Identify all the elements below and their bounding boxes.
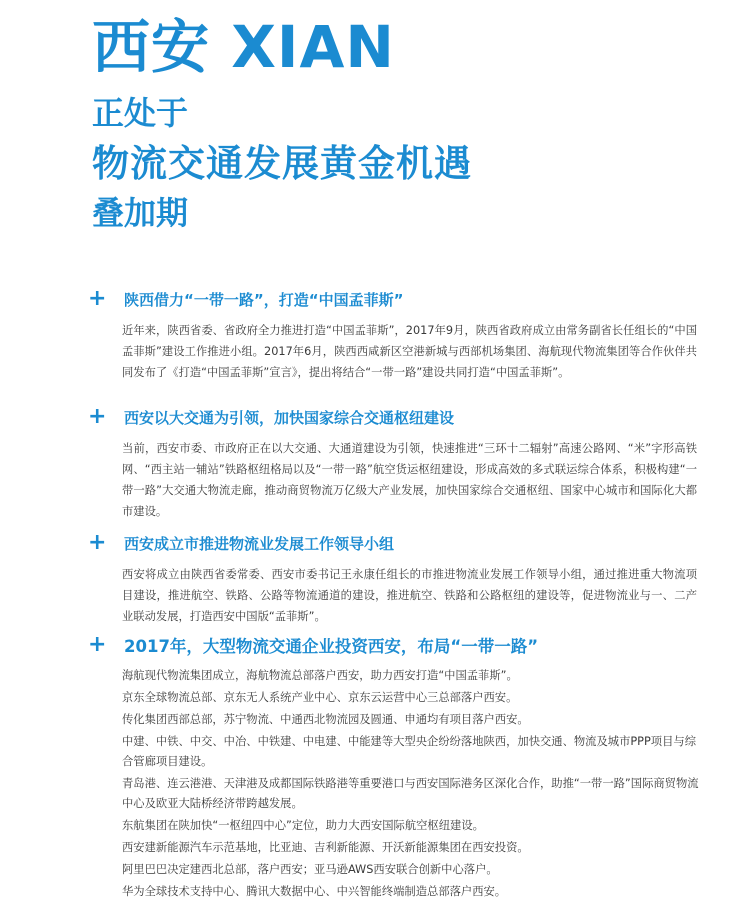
- section-heading: [88, 404, 713, 430]
- section-heading: [88, 286, 713, 312]
- plus-icon: +: [88, 286, 107, 311]
- section-enterprise-investment: [88, 632, 713, 904]
- section-title: 2017年，大型物流交通企业投资西安，布局“一带一路”: [124, 637, 539, 656]
- plus-icon: +: [88, 530, 107, 555]
- headline-line-1: 正处于: [92, 94, 189, 132]
- list-item: 阿里巴巴决定建西北总部，落户西安；亚马逊AWS西安联合创新中心落户。: [122, 863, 498, 876]
- section-title: 西安成立市推进物流业发展工作领导小组: [124, 534, 395, 553]
- list-item: 西安建新能源汽车示范基地，比亚迪、吉利新能源、开沃新能源集团在西安投资。: [122, 841, 529, 854]
- plus-icon: +: [88, 632, 107, 657]
- headline-line-2: 物流交通发展黄金机遇: [92, 142, 472, 185]
- section-body: 当前，西安市委、市政府正在以大交通、大通道建设为引领，快速推进“三环十二辐射”高速公路网、“米”字形高铁网、“西主站一辅站”铁路枢纽格局以及“一带一路”航空货运枢纽建设，形成高效的多式联运综合体系，积极构建“一带一路”大交通大物流走廊，推动商贸物流万亿级大产业发展，加快国家综合交通枢纽、国家中心城市和国际化大都市建设。: [122, 442, 697, 518]
- section-body: 近年来，陕西省委、省政府全力推进打造“中国孟菲斯”，2017年9月，陕西省政府成立由常务副省长任组长的“中国孟菲斯”建设工作推进小组。2017年6月，陕西西咸新区空港新城与西部机场集团、海航现代物流集团等合作伙伴共同发布了《打造“中国孟菲斯”宣言》，提出将结合“一带一路”建设共同打造“中国孟菲斯”。: [122, 324, 697, 379]
- section-title: 陕西借力“一带一路”，打造“中国孟菲斯”: [124, 290, 404, 309]
- section-memphis: [88, 286, 713, 383]
- list-item: 青岛港、连云港港、天津港及成都国际铁路港等重要港口与西安国际港务区深化合作，助推“一带一路”国际商贸物流中心及欧亚大陆桥经济带跨越发展。: [122, 777, 699, 810]
- list-item: 京东全球物流总部、京东无人系统产业中心、京东云运营中心三总部落户西安。: [122, 691, 518, 704]
- section-logistics-group: [88, 530, 713, 627]
- header: [92, 12, 732, 234]
- section-heading: [88, 530, 713, 556]
- list-item: 中建、中铁、中交、中冶、中铁建、中电建、中能建等大型央企纷纷落地陕西，加快交通、物流及城市PPP项目与综合管廊项目建设。: [122, 735, 696, 768]
- headline-line-3: 叠加期: [92, 194, 189, 232]
- section-heading: [88, 632, 713, 658]
- list-item: 华为全球技术支持中心、腾讯大数据中心、中兴智能终端制造总部落户西安。: [122, 885, 507, 898]
- list-item: 东航集团在陕加快“一枢纽四中心”定位，助力大西安国际航空枢纽建设。: [122, 819, 484, 832]
- section-body: 西安将成立由陕西省委常委、西安市委书记王永康任组长的市推进物流业发展工作领导小组，通过推进重大物流项目建设，推进航空、铁路、公路等物流通道的建设，推进航空、铁路和公路枢纽的建设等，促进物流业与一、二产业联动发展，打造西安中国版“孟菲斯”。: [122, 568, 697, 623]
- brand-title: 西安 XIAN: [92, 13, 395, 81]
- plus-icon: +: [88, 404, 107, 429]
- list-item: 传化集团西部总部，苏宁物流、中通西北物流园及圆通、申通均有项目落户西安。: [122, 713, 529, 726]
- list-item: 海航现代物流集团成立，海航物流总部落户西安，助力西安打造“中国孟菲斯”。: [122, 669, 518, 682]
- investment-list: [122, 666, 707, 902]
- section-title: 西安以大交通为引领，加快国家综合交通枢纽建设: [124, 408, 455, 427]
- section-transport-hub: [88, 404, 713, 522]
